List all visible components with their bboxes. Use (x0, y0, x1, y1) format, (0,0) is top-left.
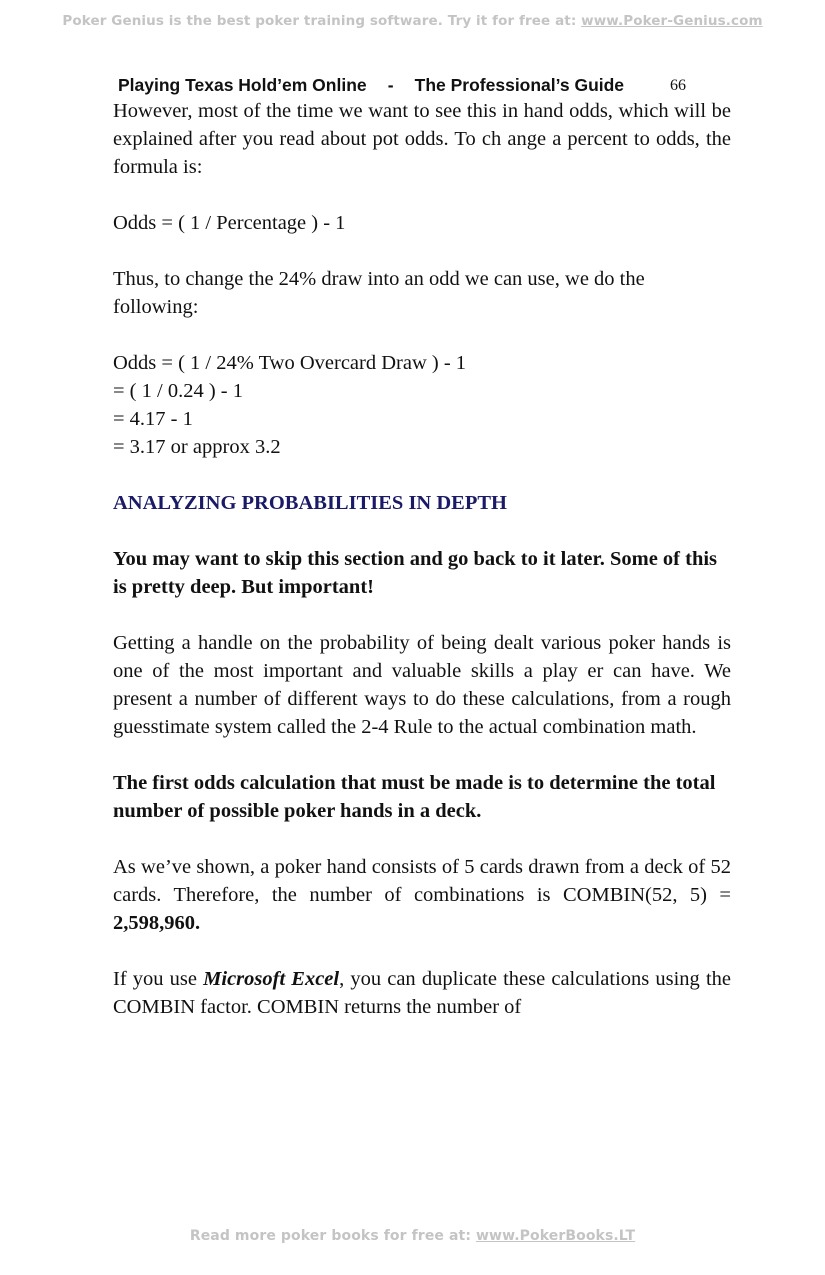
odds-formula: Odds = ( 1 / Percentage ) - 1 (113, 212, 346, 234)
promo-banner-top (0, 13, 825, 29)
promo-text: Poker Genius is the best poker training software. Try it for free at: (62, 13, 582, 29)
paragraph-hand-odds: However, most of the time we want to see this in hand odds, which will be explained after you read about pot odds. To ch ange a percent to odds, the formula is: (113, 100, 731, 178)
page-number: 66 (670, 77, 686, 94)
running-header (118, 75, 718, 96)
paragraph-excel (113, 965, 731, 1021)
page-body (113, 97, 731, 1021)
paragraph-conversion: Thus, to change the 24% draw into an odd we can use, we do the following: (113, 268, 645, 318)
paragraph-first-calculation: The first odds calculation that must be made is to determine the total number of possible poker hands in a deck. (113, 772, 716, 822)
poker-genius-link[interactable]: www.Poker-Genius.com (581, 13, 763, 29)
excel-app-name: Microsoft Excel (203, 968, 340, 990)
section-heading: ANALYZING PROBABILITIES IN DEPTH (113, 492, 507, 514)
skip-note: You may want to skip this section and go back to it later. Some of this is pretty deep. But important! (113, 548, 718, 598)
book-subtitle: The Professional’s Guide (414, 75, 625, 95)
combinations-value: 2,598,960. (113, 912, 201, 934)
paragraph-probability: Getting a handle on the probability of being dealt various poker hands is one of the most important and valuable skills a play er can have. We present a number of different ways to do these calculations, from a rough guesstimate system called the 2-4 Rule to the actual combination math. (113, 632, 731, 738)
excel-text-pre: If you use (113, 968, 204, 990)
paragraph-combinations (113, 853, 731, 937)
calc-line: = ( 1 / 0.24 ) - 1 (113, 380, 243, 402)
book-title: Playing Texas Hold’em Online (118, 75, 367, 95)
calc-line: Odds = ( 1 / 24% Two Overcard Draw ) - 1 (113, 352, 467, 374)
promo-text: Read more poker books for free at: (189, 1228, 476, 1244)
calc-line: = 3.17 or approx 3.2 (113, 436, 281, 458)
calc-line: = 4.17 - 1 (113, 408, 193, 430)
combinations-text: As we’ve shown, a poker hand consists of 5 cards drawn from a deck of 52 cards. Therefore, the number of combinations is COMBIN(52, 5) = (113, 856, 731, 906)
excel-text-post: , you can duplicate these calculations using the COMBIN factor. COMBIN returns the number of (113, 968, 731, 1018)
pokerbooks-link[interactable]: www.PokerBooks.LT (476, 1228, 636, 1244)
header-separator: - (387, 75, 394, 95)
promo-banner-bottom (0, 1228, 825, 1244)
